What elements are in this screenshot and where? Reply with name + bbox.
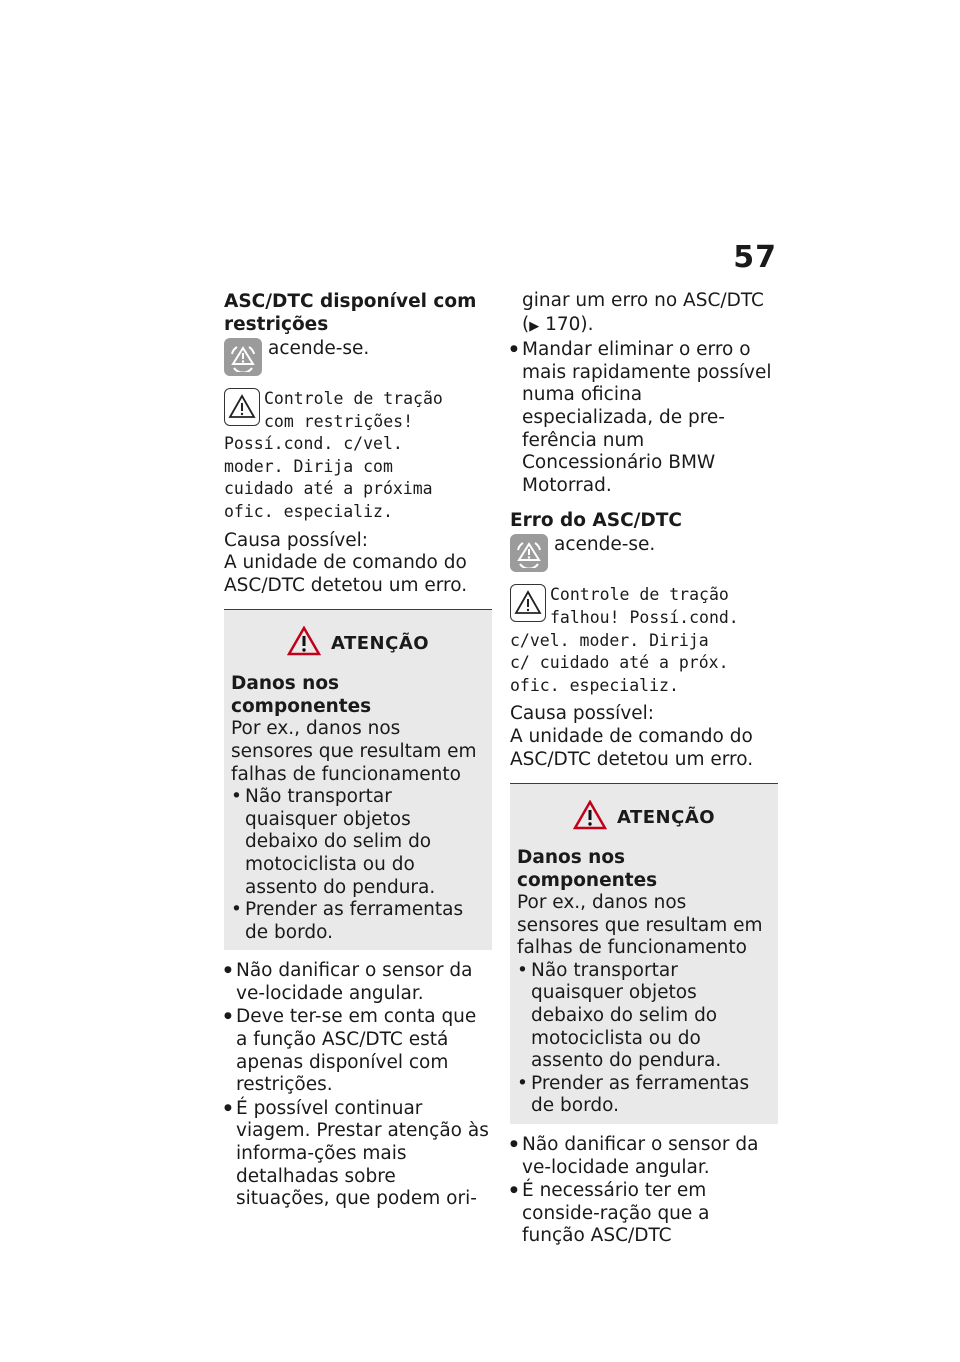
indicator-row <box>224 338 492 376</box>
warning-triangle-icon <box>510 584 546 622</box>
warning-subtitle: Danos nos componentes <box>231 673 372 718</box>
display-message-line: c/ cuidado até a próx. <box>510 653 729 673</box>
list-item: ● Deve ter-se em conta que a função ASC/DTC está apenas disponível com restrições. <box>224 1006 492 1096</box>
page-number: 57 <box>733 240 777 275</box>
display-message-line: moder. Dirija com <box>224 456 393 476</box>
warning-triangle-icon <box>224 388 260 426</box>
warning-bullets <box>231 786 485 944</box>
cause-label: Causa possível: <box>510 703 655 725</box>
list-item: • Não transportar quaisquer objetos debaixo do selim do motociclista ou do assento do pendura. <box>517 960 771 1073</box>
list-item: • Prender as ferramentas de bordo. <box>517 1073 771 1118</box>
section-heading: Erro do ASC/DTC <box>510 510 682 532</box>
warning-title: ATENÇÃO <box>330 632 430 654</box>
list-item: ● É possível continuar viagem. Prestar atenção às informa-ções mais detalhadas sobre situações, que podem ori- <box>224 1098 492 1211</box>
display-message-line: ofic. especializ. <box>510 675 679 695</box>
indicator-row <box>510 534 778 572</box>
display-message-row <box>510 584 778 629</box>
warning-title-row <box>231 626 485 660</box>
warning-bullets <box>517 960 771 1118</box>
display-message-line: falhou! Possí.cond. <box>550 607 739 627</box>
right-column <box>510 290 778 1249</box>
display-message-line: ofic. especializ. <box>224 501 393 521</box>
section-heading: ASC/DTC disponível com restrições <box>224 291 477 335</box>
list-item: • Prender as ferramentas de bordo. <box>231 899 485 944</box>
indicator-text: acende-se. <box>268 338 370 359</box>
left-column <box>224 290 492 1212</box>
list-item: • Não transportar quaisquer objetos debaixo do selim do motociclista ou do assento do pendura. <box>231 786 485 899</box>
list-item: ● É necessário ter em conside-ração que a função ASC/DTC <box>510 1180 778 1248</box>
display-message-row <box>224 388 492 433</box>
warning-title: ATENÇÃO <box>616 806 716 828</box>
display-message-line: c/vel. moder. Dirija <box>510 630 709 650</box>
list-item: ● Não danificar o sensor da ve-locidade angular. <box>224 960 492 1005</box>
warning-title-row <box>517 800 771 834</box>
indicator-text: acende-se. <box>554 534 656 556</box>
cause-text: A unidade de comando do ASC/DTC detetou um erro. <box>510 725 754 770</box>
steps-continuation <box>510 290 778 497</box>
display-message-line: Controle de tração <box>264 389 443 408</box>
warning-text: Por ex., danos nos sensores que resultam em falhas de funcionamento <box>517 892 763 959</box>
danger-triangle-icon <box>287 626 321 660</box>
display-message-line: Possí.cond. c/vel. <box>224 434 403 454</box>
warning-subtitle: Danos nos componentes <box>517 847 658 892</box>
asc-indicator-icon <box>510 534 548 572</box>
display-message-line: Controle de tração <box>550 585 729 605</box>
page-ref-arrow-icon: ▶ <box>529 318 540 334</box>
danger-triangle-icon <box>573 800 607 834</box>
page-ref-text: 170). <box>545 313 594 335</box>
display-message-line: com restrições! <box>264 411 414 431</box>
display-message-line: cuidado até a próxima <box>224 479 433 499</box>
warning-box <box>224 609 492 950</box>
page-reference: (▶ 170). <box>522 313 594 335</box>
warning-box <box>510 783 778 1124</box>
list-item: ● Não danificar o sensor da ve-locidade angular. <box>510 1134 778 1179</box>
list-item-continuation: ginar um erro no ASC/DTC <box>522 290 764 311</box>
cause-label: Causa possível: <box>224 529 369 551</box>
asc-indicator-icon <box>224 338 262 376</box>
steps-list <box>510 1134 778 1248</box>
warning-text: Por ex., danos nos sensores que resultam em falhas de funcionamento <box>231 718 477 785</box>
cause-text: A unidade de comando do ASC/DTC detetou um erro. <box>224 552 468 596</box>
list-item: ● Mandar eliminar o erro o mais rapidamente possível numa oficina especializada, de pre-ferência num Concessionário BMW Motorrad. <box>510 339 778 497</box>
steps-list <box>224 960 492 1211</box>
